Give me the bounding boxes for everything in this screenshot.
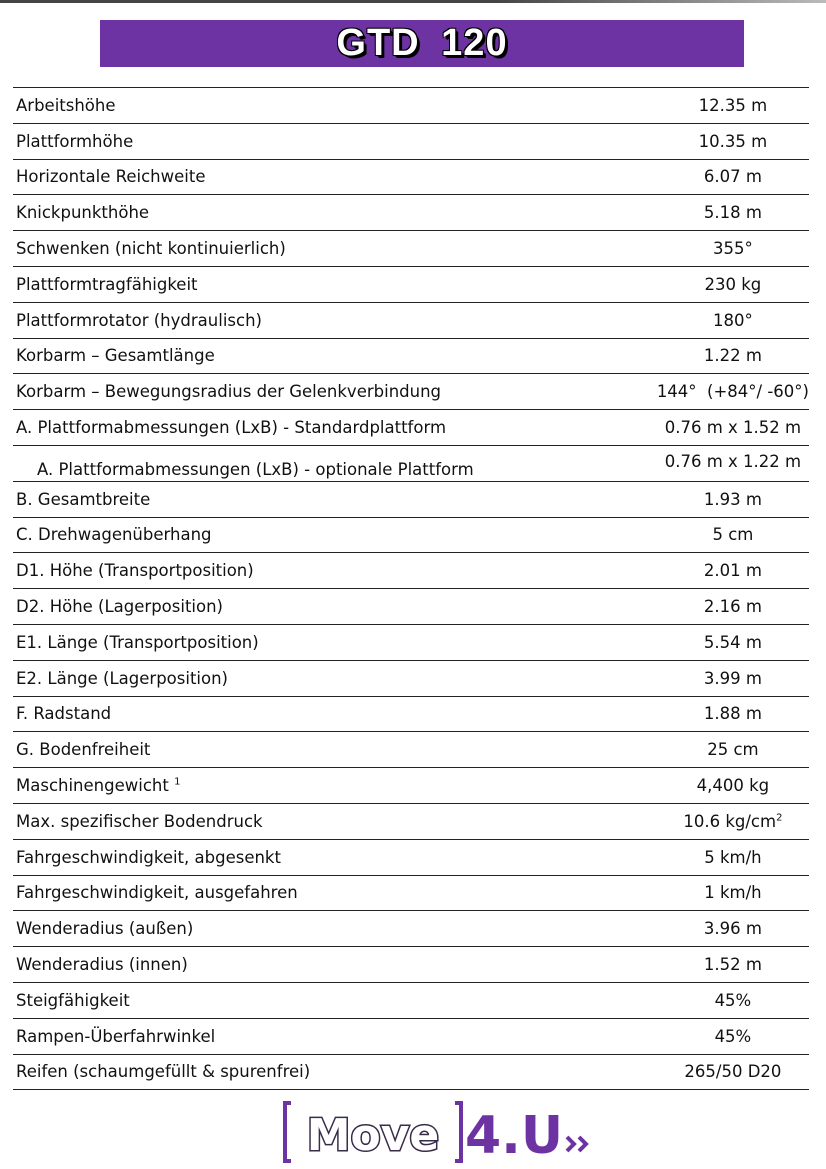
table-row [13,410,809,446]
table-row [13,338,809,374]
spec-value: 3.99 m [547,660,809,696]
logo-bracket-left [285,1103,291,1161]
spec-table [13,87,809,1090]
spec-label: Wenderadius (außen) [13,911,547,947]
spec-value: 144° (+84°/ -60°) [547,374,809,410]
table-row [13,839,809,875]
spec-label: Knickpunkthöhe [13,195,547,231]
move4u-logo [283,1099,603,1165]
spec-label: B. Gesamtbreite [13,481,547,517]
logo-bracket-right [455,1103,461,1161]
table-row [13,445,809,481]
spec-label: Plattformrotator (hydraulisch) [13,302,547,338]
spec-value: 10.35 m [547,123,809,159]
table-row [13,302,809,338]
spec-label: D1. Höhe (Transportposition) [13,553,547,589]
spec-label: G. Bodenfreiheit [13,732,547,768]
table-row [13,481,809,517]
table-row [13,123,809,159]
table-row [13,231,809,267]
page-title: GTD 120 [336,22,508,64]
spec-label: Max. spezifischer Bodendruck [13,803,547,839]
table-row [13,732,809,768]
logo-word-move: Move [306,1110,440,1161]
spec-value: 5 km/h [547,839,809,875]
table-row [13,517,809,553]
spec-label: F. Radstand [13,696,547,732]
table-row [13,88,809,124]
table-row [13,768,809,804]
spec-label: Fahrgeschwindigkeit, abgesenkt [13,839,547,875]
spec-label: Schwenken (nicht kontinuierlich) [13,231,547,267]
spec-value: 25 cm [547,732,809,768]
spec-value-text: 10.6 kg/cm [683,811,777,831]
spec-value: 1.88 m [547,696,809,732]
spec-value: 180° [547,302,809,338]
spec-value: 1.22 m [547,338,809,374]
spec-value: 12.35 m [547,88,809,124]
table-row [13,159,809,195]
spec-value: 5.18 m [547,195,809,231]
spec-label: Arbeitshöhe [13,88,547,124]
spec-value: 0.76 m x 1.22 m [547,445,809,481]
logo-chevron-icon [579,1137,586,1151]
spec-label: Fahrgeschwindigkeit, ausgefahren [13,875,547,911]
table-row [13,660,809,696]
table-row [13,1054,809,1090]
spec-value: 45% [547,1018,809,1054]
spec-value: 355° [547,231,809,267]
spec-label: Steigfähigkeit [13,982,547,1018]
table-row [13,374,809,410]
spec-label-text: Maschinengewicht [16,776,169,796]
footnote-marker: 1 [174,776,181,788]
spec-label [13,768,547,804]
spec-value: 6.07 m [547,159,809,195]
table-row [13,982,809,1018]
spec-label: Reifen (schaumgefüllt & spurenfrei) [13,1054,547,1090]
spec-value [547,803,809,839]
spec-value: 265/50 D20 [547,1054,809,1090]
spec-label: Korbarm – Gesamtlänge [13,338,547,374]
logo-chevron-icon [567,1137,574,1151]
spec-label: Plattformhöhe [13,123,547,159]
spec-value: 3.96 m [547,911,809,947]
table-row [13,195,809,231]
spec-label: E2. Länge (Lagerposition) [13,660,547,696]
table-row [13,589,809,625]
spec-label: Korbarm – Bewegungsradius der Gelenkverbindung [13,374,547,410]
spec-value: 230 kg [547,266,809,302]
spec-label: D2. Höhe (Lagerposition) [13,589,547,625]
spec-value: 2.01 m [547,553,809,589]
spec-value: 1.93 m [547,481,809,517]
spec-label: C. Drehwagenüberhang [13,517,547,553]
spec-label: E1. Länge (Transportposition) [13,624,547,660]
spec-value: 1.52 m [547,947,809,983]
title-banner [100,20,744,67]
table-row [13,803,809,839]
table-row [13,947,809,983]
table-row [13,553,809,589]
spec-label: Wenderadius (innen) [13,947,547,983]
table-row [13,696,809,732]
table-row [13,911,809,947]
spec-value: 0.76 m x 1.52 m [547,410,809,446]
table-row [13,266,809,302]
spec-value: 5 cm [547,517,809,553]
spec-value: 4,400 kg [547,768,809,804]
unit-exponent: 2 [776,812,783,824]
spec-label: A. Plattformabmessungen (LxB) - optionale Plattform [13,445,547,481]
table-row [13,624,809,660]
logo-word-4u: 4.U [465,1106,564,1165]
spec-value: 5.54 m [547,624,809,660]
table-row [13,1018,809,1054]
spec-label: Rampen-Überfahrwinkel [13,1018,547,1054]
spec-value: 1 km/h [547,875,809,911]
spec-label: Plattformtragfähigkeit [13,266,547,302]
table-row [13,875,809,911]
spec-label: A. Plattformabmessungen (LxB) - Standardplattform [13,410,547,446]
top-rule [0,0,826,3]
spec-value: 2.16 m [547,589,809,625]
spec-value: 45% [547,982,809,1018]
spec-label: Horizontale Reichweite [13,159,547,195]
